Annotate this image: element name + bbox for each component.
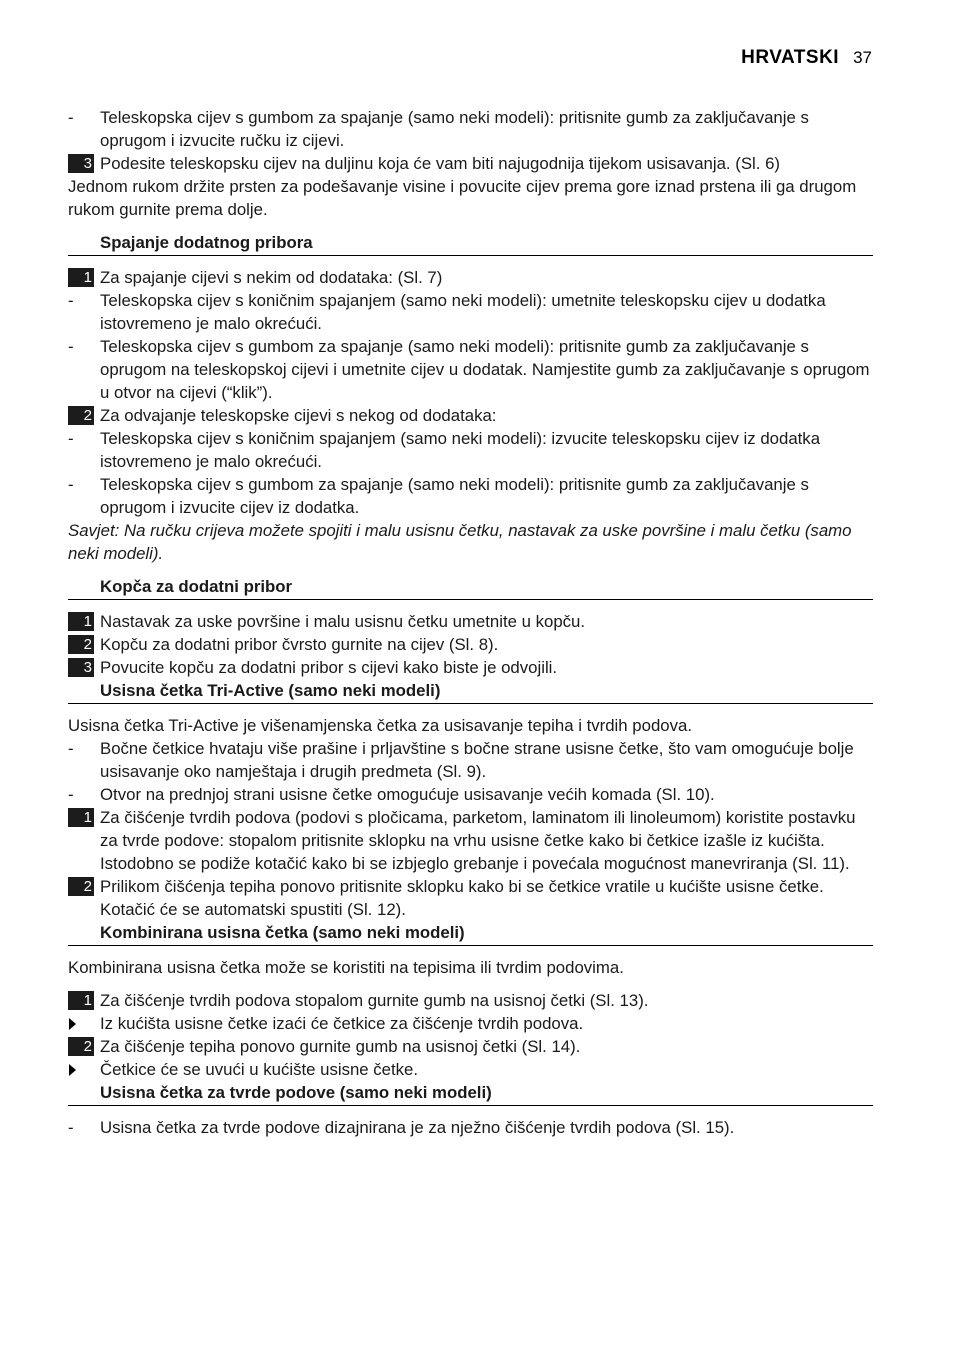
bullet-text: Bočne četkice hvataju više prašine i prljavštine s bočne strane usisne četke, što vam omogućuje bolje usisavanje oko namještaja i drugih predmeta (Sl. 9). <box>100 739 854 781</box>
dash-marker: - <box>68 1118 74 1137</box>
dash-marker: - <box>68 291 74 310</box>
dash-marker: - <box>68 429 74 448</box>
step-item <box>68 656 873 679</box>
result-arrow-icon <box>69 1064 76 1076</box>
result-item <box>68 1058 873 1081</box>
paragraph: Kombinirana usisna četka može se koristiti na tepisima ili tvrdim podovima. <box>68 958 624 977</box>
step-text: Prilikom čišćenja tepiha ponovo pritisnite sklopku kako bi se četkice vratile u kućište usisne četke. Kotačić će se automatski spustiti (Sl. 12). <box>100 877 824 919</box>
bullet-item <box>68 737 873 783</box>
bullet-item <box>68 289 873 335</box>
dash-marker: - <box>68 337 74 356</box>
page-content <box>68 106 873 1139</box>
bullet-text: Usisna četka za tvrde podove dizajnirana je za nježno čišćenje tvrdih podova (Sl. 15). <box>100 1118 735 1137</box>
step-number-badge: 1 <box>68 612 94 631</box>
step-text: Kopču za dodatni pribor čvrsto gurnite na cijev (Sl. 8). <box>100 635 499 654</box>
section-heading: Kopča za dodatni pribor <box>68 575 873 600</box>
bullet-item <box>68 783 873 806</box>
paragraph: Jednom rukom držite prsten za podešavanje visine i povucite cijev prema gore iznad prstena ili ga drugom rukom gurnite prema dolje. <box>68 177 857 219</box>
result-arrow-icon <box>69 1018 76 1030</box>
step-number-badge: 2 <box>68 635 94 654</box>
step-item <box>68 875 873 921</box>
step-text: Za čišćenje tvrdih podova (podovi s pločicama, parketom, laminatom ili linoleumom) koristite postavku za tvrde podove: stopalom pritisnite sklopku na vrhu usisne četke kako bi četkice izašle iz kućišta. Istodobno se podiže kotačić kako bi se izbjeglo grebanje i povećala mogućnost manevriranja (Sl. 11). <box>100 808 856 873</box>
language-label: HRVATSKI <box>741 47 840 68</box>
bullet-text: Teleskopska cijev s gumbom za spajanje (samo neki modeli): pritisnite gumb za zaključavanje s oprugom na teleskopskoj cijevi i umetnite cijev u dodatak. Namjestite gumb za zaključavanje s oprugom u otvor na cijevi (“klik”). <box>100 337 870 402</box>
step-number-badge: 1 <box>68 268 94 287</box>
bullet-item <box>68 1116 873 1139</box>
result-text: Iz kućišta usisne četke izaći će četkice za čišćenje tvrdih podova. <box>100 1014 584 1033</box>
section-heading: Usisna četka Tri-Active (samo neki modeli) <box>68 679 873 704</box>
bullet-text: Teleskopska cijev s gumbom za spajanje (samo neki modeli): pritisnite gumb za zaključavanje s oprugom i izvucite cijev iz dodatka. <box>100 475 809 517</box>
dash-marker: - <box>68 108 74 127</box>
step-text: Za spajanje cijevi s nekim od dodataka: (Sl. 7) <box>100 268 443 287</box>
dash-marker: - <box>68 475 74 494</box>
bullet-text: Otvor na prednjoj strani usisne četke omogućuje usisavanje većih komada (Sl. 10). <box>100 785 715 804</box>
tip-text: Savjet: Na ručku crijeva možete spojiti i malu usisnu četku, nastavak za uske površine i malu četku (samo neki modeli). <box>68 521 852 563</box>
step-number-badge: 3 <box>68 658 94 677</box>
bullet-text: Teleskopska cijev s gumbom za spajanje (samo neki modeli): pritisnite gumb za zaključavanje s oprugom i izvucite ručku iz cijevi. <box>100 108 809 150</box>
page-header <box>741 47 872 69</box>
result-item <box>68 1012 873 1035</box>
page-number: 37 <box>853 48 872 67</box>
section-heading: Spajanje dodatnog pribora <box>68 231 873 256</box>
bullet-item <box>68 473 873 519</box>
step-text: Za čišćenje tepiha ponovo gurnite gumb na usisnoj četki (Sl. 14). <box>100 1037 581 1056</box>
step-number-badge: 2 <box>68 1037 94 1056</box>
step-item <box>68 633 873 656</box>
dash-marker: - <box>68 739 74 758</box>
step-item <box>68 404 873 427</box>
dash-marker: - <box>68 785 74 804</box>
section-heading: Kombinirana usisna četka (samo neki modeli) <box>68 921 873 946</box>
bullet-item <box>68 106 873 152</box>
bullet-text: Teleskopska cijev s koničnim spajanjem (samo neki modeli): izvucite teleskopsku cijev iz dodatka istovremeno je malo okrećući. <box>100 429 821 471</box>
step-text: Za čišćenje tvrdih podova stopalom gurnite gumb na usisnoj četki (Sl. 13). <box>100 991 649 1010</box>
step-text: Za odvajanje teleskopske cijevi s nekog od dodataka: <box>100 406 497 425</box>
step-item <box>68 610 873 633</box>
step-number-badge: 2 <box>68 877 94 896</box>
step-item <box>68 152 873 175</box>
step-text: Povucite kopču za dodatni pribor s cijevi kako biste je odvojili. <box>100 658 558 677</box>
step-number-badge: 2 <box>68 406 94 425</box>
paragraph: Usisna četka Tri-Active je višenamjenska četka za usisavanje tepiha i tvrdih podova. <box>68 716 693 735</box>
step-item <box>68 266 873 289</box>
step-number-badge: 3 <box>68 154 94 173</box>
step-number-badge: 1 <box>68 808 94 827</box>
bullet-item <box>68 427 873 473</box>
result-text: Četkice će se uvući u kućište usisne četke. <box>100 1060 419 1079</box>
bullet-item <box>68 335 873 404</box>
section-heading: Usisna četka za tvrde podove (samo neki modeli) <box>68 1081 873 1106</box>
step-text: Podesite teleskopsku cijev na duljinu koja će vam biti najugodnija tijekom usisavanja. (Sl. 6) <box>100 154 781 173</box>
bullet-text: Teleskopska cijev s koničnim spajanjem (samo neki modeli): umetnite teleskopsku cijev u dodatka istovremeno je malo okrećući. <box>100 291 826 333</box>
step-item <box>68 1035 873 1058</box>
step-text: Nastavak za uske površine i malu usisnu četku umetnite u kopču. <box>100 612 586 631</box>
step-item <box>68 989 873 1012</box>
step-item <box>68 806 873 875</box>
step-number-badge: 1 <box>68 991 94 1010</box>
